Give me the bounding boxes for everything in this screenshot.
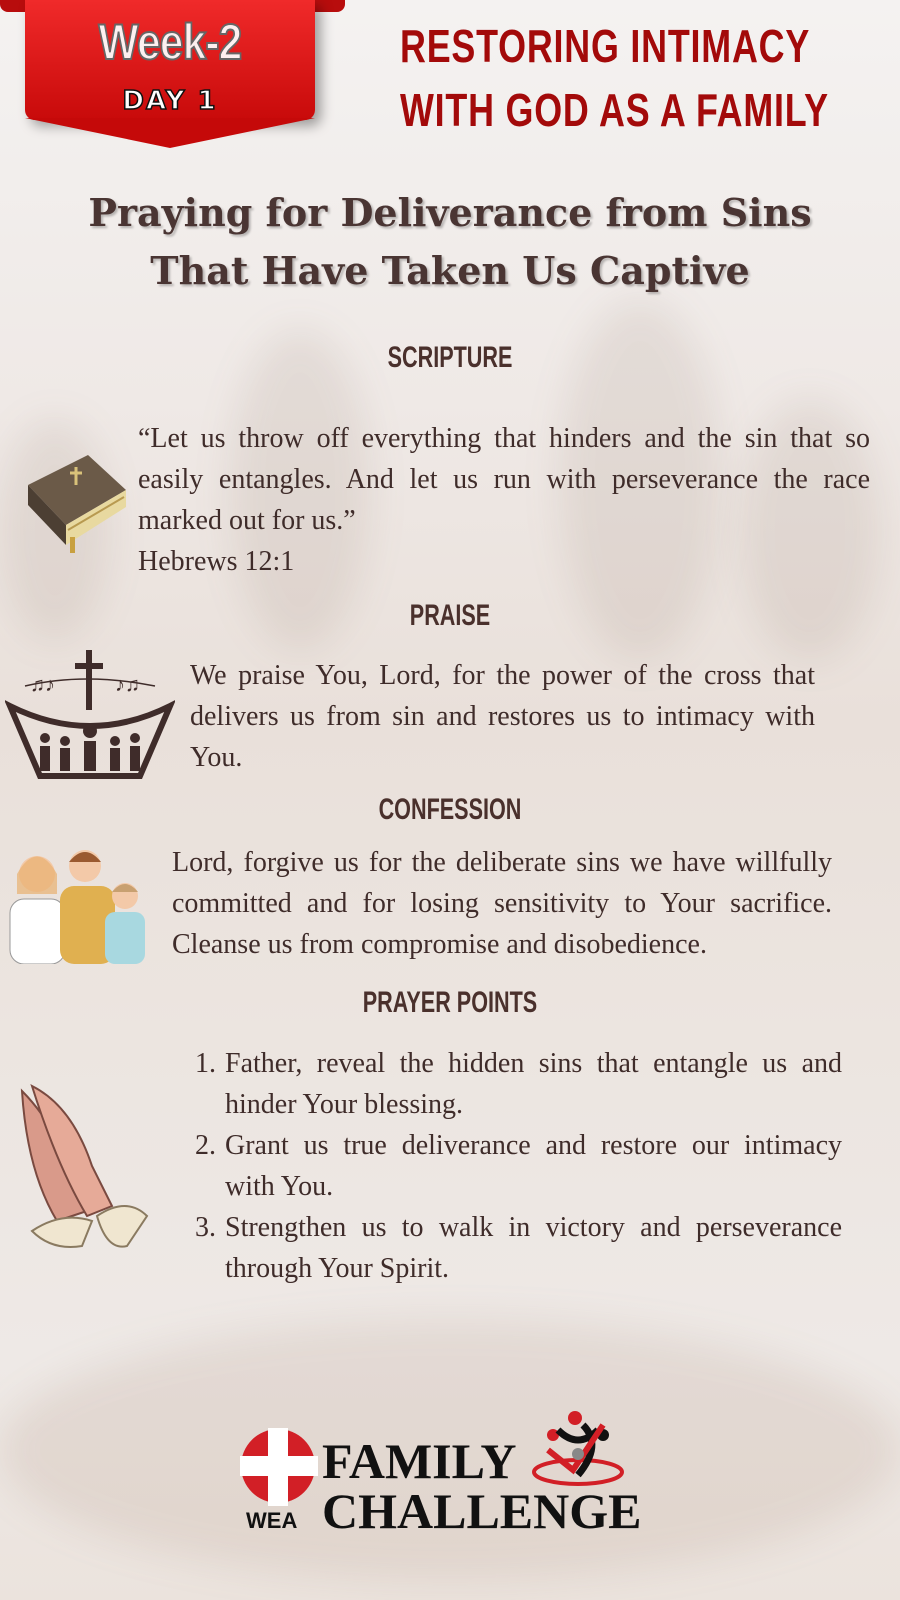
scripture-text: “Let us throw off everything that hinders and the sin that so easily entangles. And let us run with perseverance the race marked out for us.”: [138, 423, 870, 536]
prayer-point-text: Strengthen us to walk in victory and perseverance through Your Spirit.: [225, 1212, 842, 1284]
confession-heading: CONFESSION: [378, 793, 522, 826]
confession-text: Lord, forgive us for the deliberate sins we have willfully committed and for losing sensitivity to Your sacrifice. Cleanse us from compromise and disobedience.: [172, 847, 832, 960]
praying-hands-icon: [12, 1081, 152, 1251]
day-label: DAY 1: [122, 86, 218, 116]
prayer-point-number: 1.: [195, 1048, 216, 1079]
prayer-points-list: [195, 1043, 842, 1289]
svg-text:♪♫: ♪♫: [115, 674, 140, 696]
prayer-point: [195, 1207, 842, 1289]
wea-cross-logo-icon: [240, 1428, 320, 1508]
theme-line-2: WITH GOD AS A FAMILY: [400, 84, 829, 136]
page-title-line-1: Praying for Deliverance from Sins: [88, 190, 812, 235]
scripture-section: [0, 418, 900, 582]
praise-section: [0, 646, 900, 786]
prayer-point: [195, 1125, 842, 1207]
logo-challenge: CHALLENGE: [322, 1483, 642, 1539]
worship-cross-icon: [5, 646, 175, 786]
prayer-point: [195, 1043, 842, 1125]
prayer-point-text: Father, reveal the hidden sins that entangle us and hinder Your blessing.: [225, 1048, 842, 1120]
confession-section: [0, 842, 900, 965]
week-label: Week-2: [98, 14, 242, 70]
praise-heading: PRAISE: [409, 599, 491, 632]
prayer-points-section: [0, 1043, 900, 1289]
logo-family: FAMILY: [322, 1433, 517, 1489]
scripture-reference: Hebrews 12:1: [138, 546, 295, 577]
prayer-points-heading: PRAYER POINTS: [362, 986, 538, 1019]
svg-text:♫♪: ♫♪: [30, 674, 55, 696]
ribbon-tip: [25, 118, 315, 148]
prayer-point-number: 3.: [195, 1212, 216, 1243]
bible-icon: [18, 445, 130, 555]
scripture-block: [138, 418, 870, 582]
praying-family-icon: [5, 844, 150, 964]
page-title-line-2: That Have Taken Us Captive: [150, 248, 750, 293]
family-challenge-emblem-icon: [528, 1410, 628, 1490]
prayer-point-text: Grant us true deliverance and restore our intimacy with You.: [225, 1130, 842, 1202]
prayer-guide-content: [0, 338, 900, 1289]
praise-text: We praise You, Lord, for the power of the cross that delivers us from sin and restores us to intimacy with You.: [190, 659, 815, 773]
prayer-point-number: 2.: [195, 1130, 216, 1161]
theme-line-1: RESTORING INTIMACY: [400, 20, 811, 72]
scripture-heading: SCRIPTURE: [387, 341, 513, 374]
wea-label: WEA: [246, 1508, 298, 1533]
